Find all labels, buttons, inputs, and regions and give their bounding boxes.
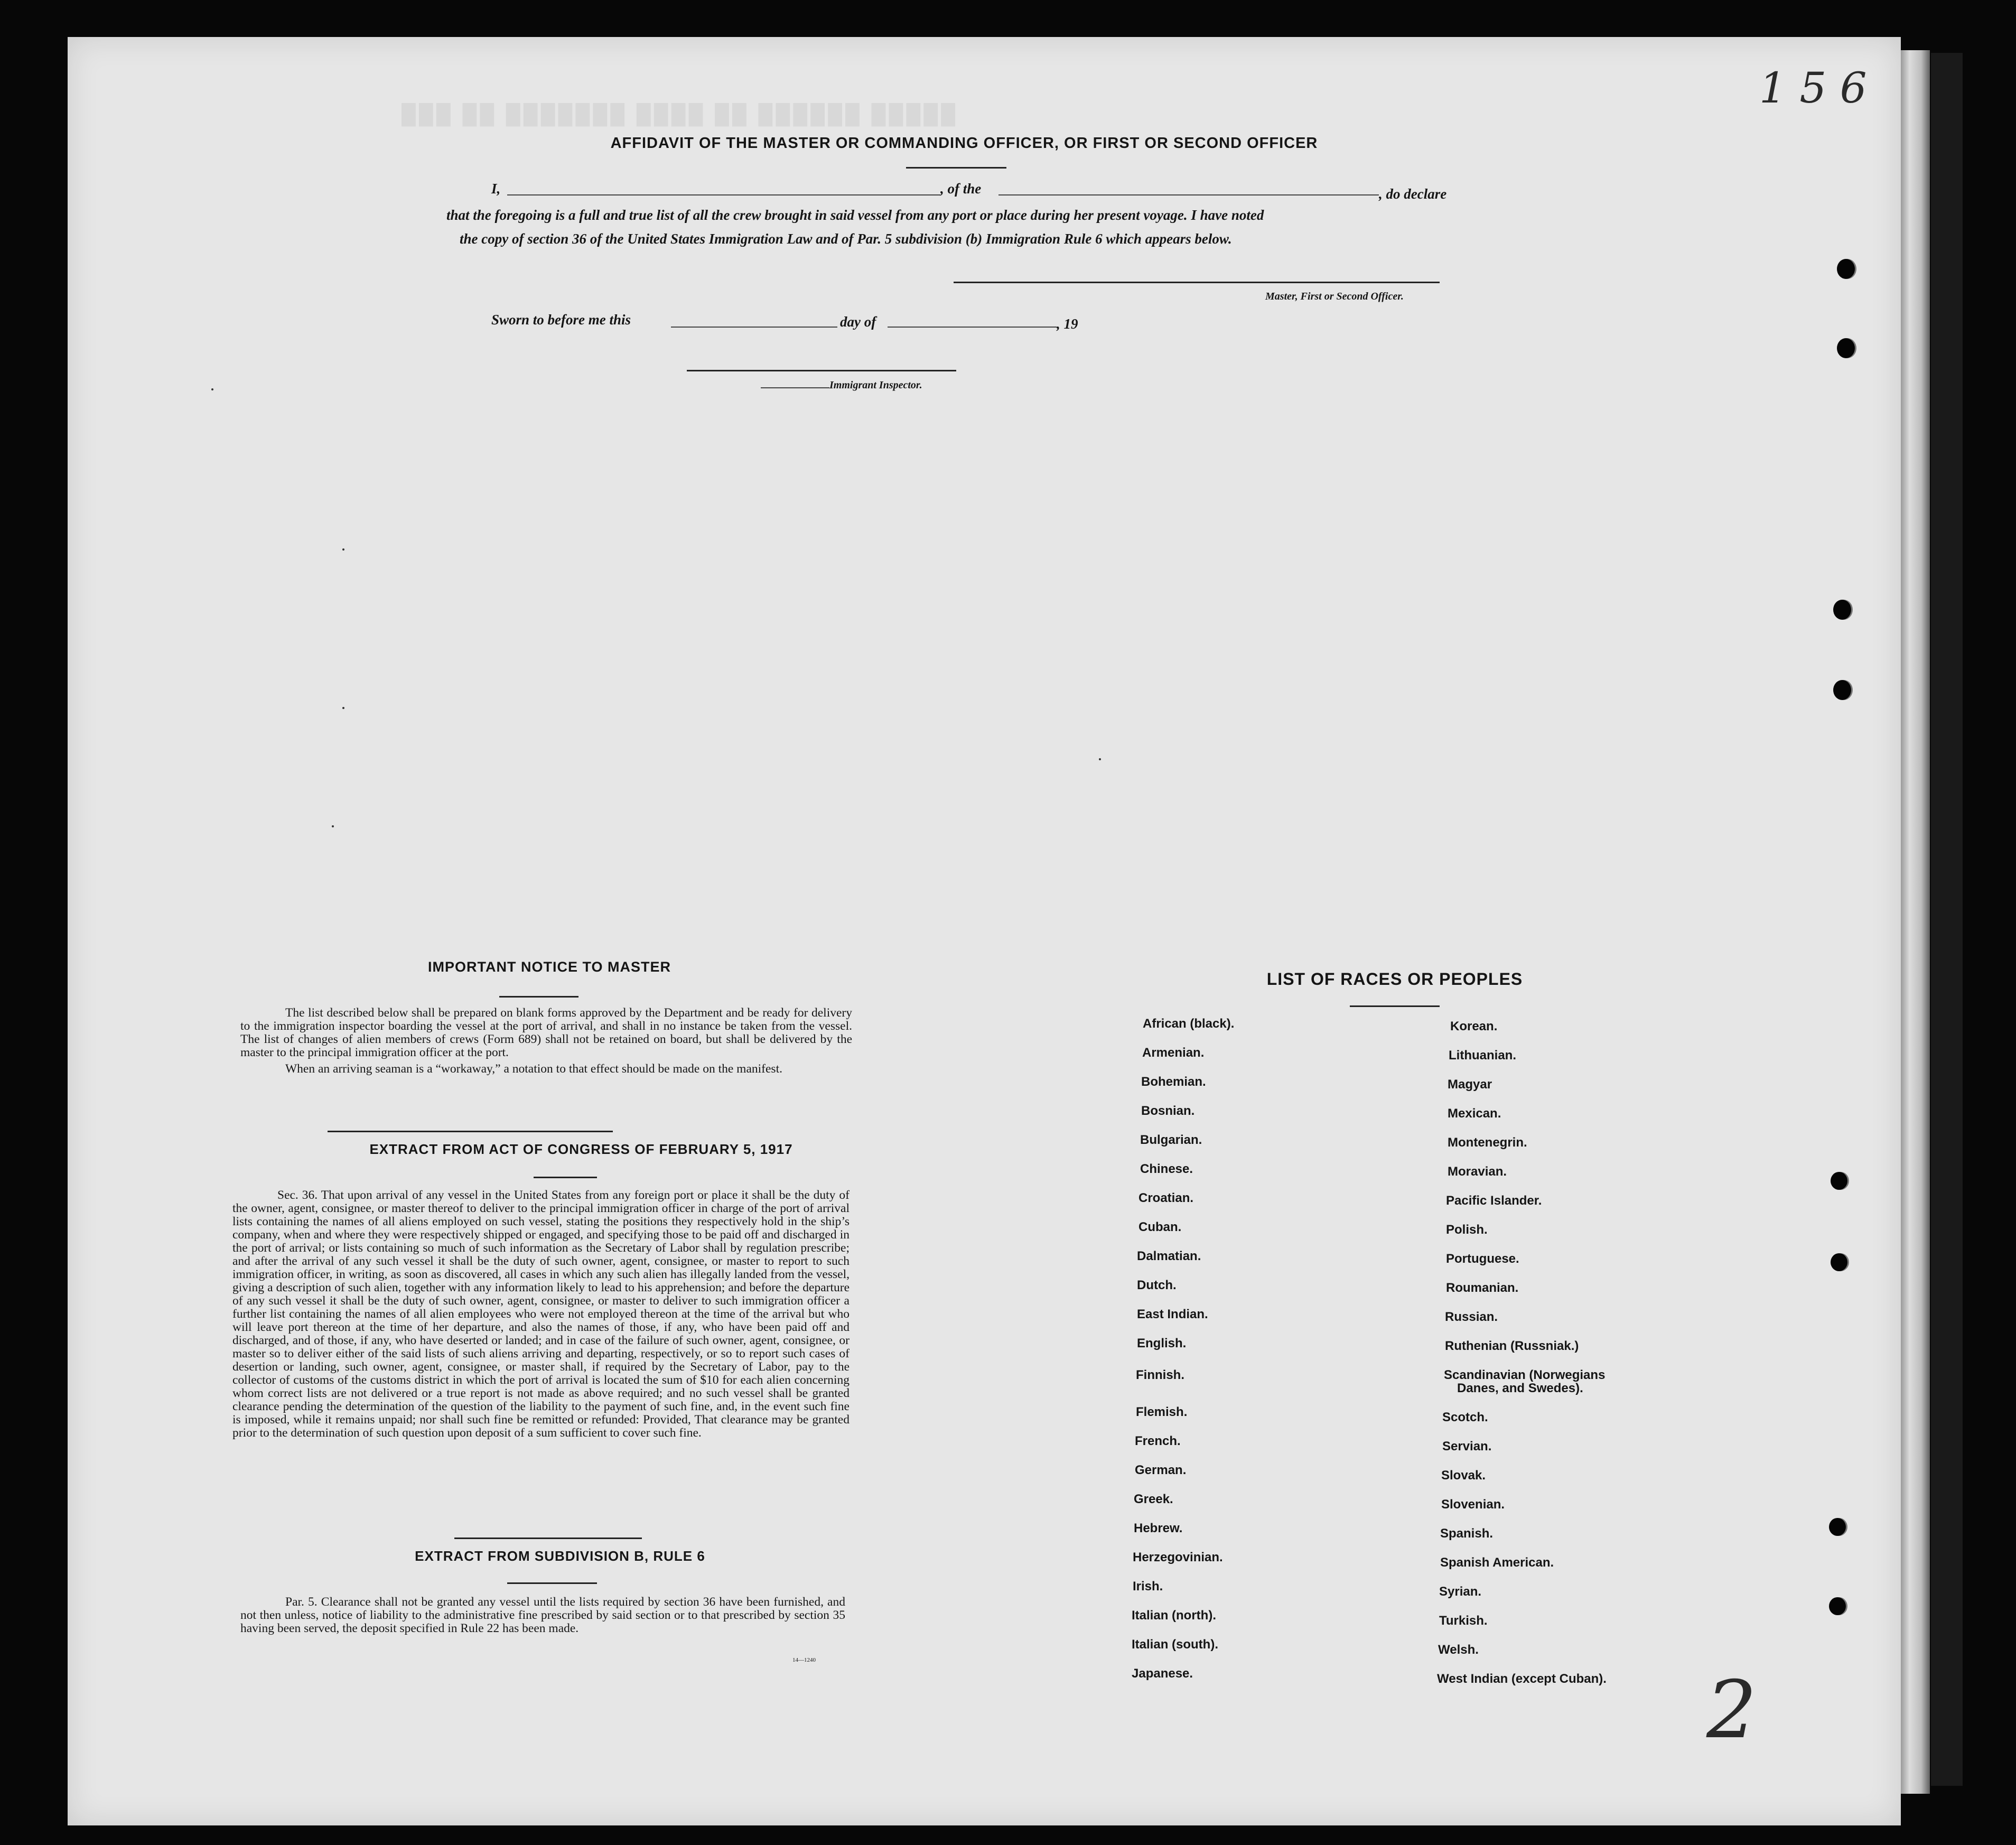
race-item-right: Ruthenian (Russniak.) (1445, 1339, 1579, 1353)
race-item-left: Croatian. (1138, 1191, 1194, 1205)
extract-act-title: EXTRACT FROM ACT OF CONGRESS OF FEBRUARY 5, 1917 (369, 1141, 793, 1157)
page-edge (1901, 50, 1930, 1794)
race-item-left: Irish. (1133, 1579, 1163, 1594)
race-item-right: Portuguese. (1446, 1252, 1519, 1266)
race-item-right: Servian. (1442, 1439, 1492, 1453)
speck (1099, 758, 1101, 760)
inspector-signature-line[interactable] (687, 370, 956, 371)
race-item-left: French. (1135, 1434, 1181, 1448)
affidavit-line1-start: I, (491, 181, 501, 197)
race-item-right: Montenegrin. (1448, 1135, 1527, 1150)
race-item-right: Lithuanian. (1449, 1048, 1516, 1063)
race-item-right: Slovenian. (1441, 1497, 1505, 1512)
race-item-right: Magyar (1448, 1077, 1492, 1092)
punch-hole (1829, 1518, 1846, 1536)
race-item-left: Cuban. (1138, 1220, 1182, 1234)
race-item-left: Hebrew. (1134, 1521, 1183, 1535)
race-item-right: Syrian. (1439, 1585, 1482, 1599)
extract-act-body (232, 1189, 850, 1440)
race-item-right: Russian. (1445, 1310, 1498, 1324)
sworn-start: Sworn to before me this (491, 312, 631, 328)
race-item-right: Polish. (1446, 1223, 1488, 1237)
sworn-day-blank[interactable] (671, 327, 837, 328)
affidavit-line1-mid: , of the (940, 181, 982, 197)
race-item-right: Turkish. (1439, 1614, 1488, 1628)
race-item-left: English. (1137, 1336, 1187, 1350)
race-item-left: Finnish. (1136, 1368, 1184, 1382)
handwritten-number-bottom: 2 (1706, 1664, 1757, 1756)
race-item-right: Korean. (1450, 1019, 1498, 1033)
race-item-right: West Indian (except Cuban). (1437, 1672, 1607, 1686)
notice-body (240, 1007, 852, 1076)
race-item-right: Roumanian. (1446, 1281, 1519, 1295)
race-item-right: Slovak. (1441, 1468, 1486, 1483)
handwritten-number-top: 1 5 6 (1759, 63, 1867, 113)
race-item-left: African (black). (1143, 1017, 1235, 1031)
speck (342, 707, 344, 709)
speck (211, 388, 213, 390)
notice-title: IMPORTANT NOTICE TO MASTER (428, 959, 671, 975)
vessel-blank[interactable] (998, 194, 1379, 195)
punch-hole (1837, 259, 1855, 279)
race-item-left: East Indian. (1137, 1307, 1208, 1321)
race-item-left: Bosnian. (1141, 1104, 1195, 1118)
document-page (68, 37, 1901, 1825)
race-item-left: Greek. (1134, 1492, 1173, 1506)
punch-hole (1831, 1172, 1847, 1190)
officer-caption: Master, First or Second Officer. (1265, 291, 1404, 302)
punch-hole (1833, 600, 1851, 620)
affidavit-line3: the copy of section 36 of the United States Immigration Law and of Par. 5 subdivision (b) Immigration Rule 6 which appears below. (460, 231, 1232, 247)
race-item-right: Pacific Islander. (1446, 1194, 1542, 1208)
race-item-right: Spanish American. (1440, 1555, 1554, 1570)
races-divider (1350, 1005, 1440, 1007)
notice-paragraph-2: When an arriving seaman is a “workaway,” a notation to that effect should be made on the manifest. (285, 1062, 782, 1076)
form-number: 14—1240 (792, 1657, 816, 1663)
inspector-caption: Immigrant Inspector. (829, 379, 922, 391)
race-item-right: Mexican. (1448, 1106, 1501, 1121)
race-item-left: Chinese. (1140, 1162, 1193, 1176)
races-title: LIST OF RACES OR PEOPLES (1266, 970, 1523, 989)
race-item-right: Scandinavian (Norwegians (1444, 1368, 1606, 1382)
race-item-left: Italian (south). (1132, 1637, 1218, 1652)
extract-rule-text: Par. 5. Clearance shall not be granted any vessel until the lists required by section 36 have been furnished, and not then unless, notice of liability to the administrative fine prescribed by said section or to that prescribed by section 35 having been served, the deposit specified in Rule 22 has been made. (240, 1595, 845, 1635)
notice-divider (499, 996, 578, 998)
name-blank[interactable] (507, 194, 940, 195)
speck (332, 825, 334, 827)
race-item-left: Japanese. (1132, 1666, 1193, 1681)
notice-paragraph-1: The list described below shall be prepared on blank forms approved by the Department and be ready for delivery to the immigration inspector boarding the vessel at the port of arrival, and shall in no instance be taken from the vessel. The list of changes of alien members of crews (Form 689) shall not be retained on board, but shall be delivered by the master to the principal immigration officer at the port. (240, 1006, 852, 1059)
affidavit-title: AFFIDAVIT OF THE MASTER OR COMMANDING OFFICER, OR FIRST OR SECOND OFFICER (610, 135, 1318, 152)
extract-act-text: Sec. 36. That upon arrival of any vessel in the United States from any foreign port or place it shall be the duty of the owner, agent, consignee, or master thereof to deliver to the principal immigration officer in charge of the port of arrival lists containing the names of all aliens employed on such vessel, stating the positions they respectively hold in the ship’s company, when and where they were respectively shipped or engaged, and specifying those to be paid off and discharged in the port of arrival; or lists containing so much of such information as the Secretary of Labor shall by regulation prescribe; and after the arrival of any such vessel it shall be the duty of such owner, agent, consignee, or master to report to such immigration officer, in writing, as soon as discovered, all cases in which any such alien has illegally landed from the vessel, giving a description of such alien, together with any information likely to lead to his apprehension; and before the departure of any such vessel it shall be the duty of such owner, agent, consignee, or master to deliver to such immigration officer a further list containing the names of all alien employees who were not employed thereon at the time of the arrival but who will leave port thereon at the time of her departure, and also the names of those, if any, who have been paid off and discharged, and of those, if any, who have deserted or landed; and in case of the failure of such owner, agent, consignee, or master so to deliver either of the said lists of such aliens arriving and departing, respectively, or so to report such cases of desertion or landing, such owner, agent, consignee, or master shall, if required by the Secretary of Labor, pay to the collector of customs of the customs district in which the port of arrival is located the sum of $10 for each alien concerning whom correct lists are not delivered or a true report is not made as above required; and no such vessel shall be granted clearance pending the determination of the question of the liability to the payment of such fine, and, in the event such fine is imposed, while it remains unpaid; nor shall such fine be remitted or refunded: Provided, That clearance may be granted prior to the determination of such question upon deposit of a sum sufficient to cover such fine. (232, 1188, 850, 1440)
race-item-right: Spanish. (1440, 1526, 1494, 1541)
race-item-left: Dalmatian. (1137, 1249, 1201, 1263)
race-item-left: Bohemian. (1141, 1075, 1206, 1089)
sworn-end: , 19 (1057, 316, 1078, 332)
race-item-left: Flemish. (1136, 1405, 1188, 1419)
race-item-left: Herzegovinian. (1133, 1550, 1223, 1564)
punch-hole (1837, 338, 1855, 358)
section-divider-1 (328, 1131, 613, 1132)
bleed-through: ███ ██ ███████ ████ ██ ██████ █████ (402, 103, 959, 125)
speck (342, 548, 344, 551)
race-item-right: Danes, and Swedes). (1457, 1381, 1583, 1395)
race-item-right: Moravian. (1448, 1164, 1507, 1179)
sworn-mid: day of (840, 314, 876, 330)
extract-rule-body (240, 1596, 845, 1635)
inspector-caption-rule (761, 387, 829, 388)
race-item-left: Italian (north). (1132, 1608, 1216, 1623)
affidavit-line1-end: , do declare (1379, 186, 1447, 202)
race-item-left: Bulgarian. (1140, 1133, 1202, 1147)
officer-signature-line[interactable] (954, 282, 1440, 283)
section-divider-2 (454, 1538, 642, 1539)
extract-act-divider (534, 1177, 597, 1178)
extract-rule-divider (507, 1582, 597, 1584)
race-item-left: Dutch. (1137, 1278, 1177, 1292)
race-item-left: German. (1135, 1463, 1187, 1477)
race-item-left: Armenian. (1142, 1046, 1205, 1060)
title-divider (906, 167, 1006, 169)
binder-strip (1931, 53, 1963, 1786)
race-item-right: Scotch. (1442, 1410, 1488, 1424)
sworn-month-blank[interactable] (888, 327, 1057, 328)
race-item-right: Welsh. (1438, 1643, 1479, 1657)
punch-hole (1831, 1253, 1847, 1271)
extract-rule-title: EXTRACT FROM SUBDIVISION B, RULE 6 (415, 1548, 705, 1564)
affidavit-line2: that the foregoing is a full and true list of all the crew brought in said vessel from any port or place during her present voyage. I have noted (446, 207, 1264, 223)
punch-hole (1833, 680, 1851, 700)
punch-hole (1829, 1597, 1846, 1615)
